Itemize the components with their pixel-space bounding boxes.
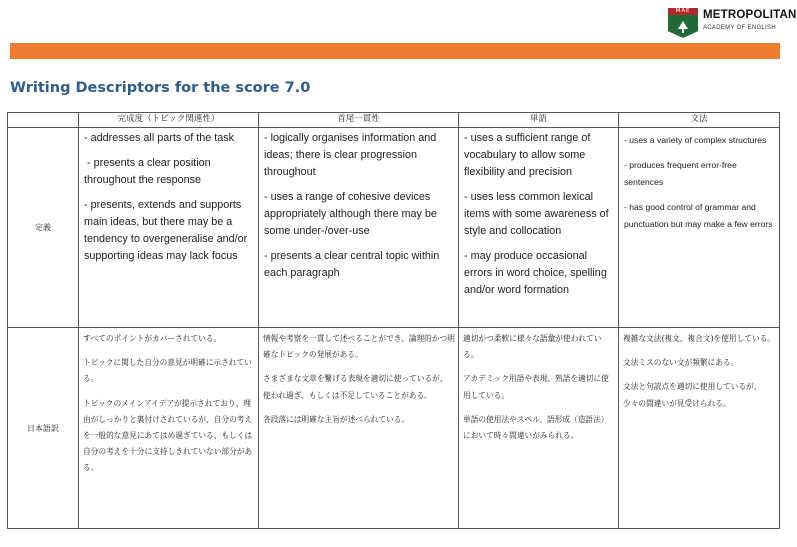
descriptor-table bbox=[7, 112, 780, 529]
crest-label: MAE bbox=[668, 8, 698, 15]
definition-grammar bbox=[619, 128, 780, 328]
translation-text: 単語の使用法やスペル、語形成（造語法）において時々間違いがみられる。 bbox=[463, 414, 609, 441]
translation-text: 文法と句読点を適切に使用しているが、少々の間違いが見受けられる。 bbox=[623, 382, 762, 408]
definition-vocabulary bbox=[459, 128, 619, 328]
descriptor-text: - logically organises information and ideas; there is clear progression throughout bbox=[264, 132, 437, 178]
row-label: 定義 bbox=[8, 128, 79, 328]
translation-text: 適切かつ柔軟に様々な語彙が使われている。 bbox=[463, 334, 602, 360]
translation-text: 各段落には明確な主旨が述べられている。 bbox=[263, 414, 410, 424]
header-grammar: 文法 bbox=[619, 113, 780, 128]
header-task-response: 完成度（トピック関連性） bbox=[79, 113, 259, 128]
header-cell-empty bbox=[8, 113, 79, 128]
crest-emblem bbox=[668, 8, 698, 38]
descriptor-text: - produces frequent error-free sentences bbox=[624, 160, 737, 187]
table-header-row bbox=[8, 113, 780, 128]
header-divider-bar bbox=[10, 43, 780, 59]
descriptor-text: - addresses all parts of the task bbox=[84, 132, 235, 144]
translation-text: 情報や考察を一貫して述べることができ、論理的かつ明確なトピックの発展がある。 bbox=[263, 334, 455, 360]
descriptor-text: - may produce occasional errors in word choice, spelling and/or word formation bbox=[464, 250, 607, 296]
translation-text: 複雑な文法(複文、複合文)を使用している。 bbox=[623, 334, 776, 343]
translation-text: アカデミック用語や表現、熟語を適切に使用している。 bbox=[463, 374, 609, 400]
descriptor-text: - presents a clear central topic within each paragraph bbox=[264, 250, 440, 279]
page-title: Writing Descriptors for the score 7.0 bbox=[10, 80, 311, 96]
japanese-vocabulary bbox=[459, 328, 619, 529]
logo-name: METROPOLITAN bbox=[703, 9, 797, 21]
japanese-coherence bbox=[259, 328, 459, 529]
descriptor-text: - has good control of grammar and punctuation but may make a few errors bbox=[624, 202, 773, 229]
translation-text: すべてのポイントがカバーされている。 bbox=[83, 334, 222, 343]
descriptor-text: - presents a clear position throughout the response bbox=[84, 157, 214, 186]
row-label: 日本語訳 bbox=[8, 328, 79, 529]
descriptor-text: - uses less common lexical items with some awareness of style and collocation bbox=[464, 191, 609, 237]
definition-coherence bbox=[259, 128, 459, 328]
translation-text: トピックのメインアイデアが提示されており、理由がしっかりと裏付けされているが、自分の考えを一般的な意見にあてはめ過ぎている、もしくは自分の考えを十分に支持しきれていない部分がある。 bbox=[83, 398, 253, 473]
header-vocabulary: 単語 bbox=[459, 113, 619, 128]
table-row-japanese bbox=[8, 328, 780, 529]
descriptor-text: - presents, extends and supports main ideas, but there may be a tendency to overgeneralise and/or supporting ideas may lack focus bbox=[84, 199, 248, 262]
tree-icon bbox=[668, 15, 698, 38]
academy-logo bbox=[668, 8, 797, 38]
definition-task-response bbox=[79, 128, 259, 328]
translation-text: トピックに関した自分の意見が明確に示されている。 bbox=[83, 358, 252, 384]
translation-text: さまざまな文章を繋げる表現を適切に使っているが、使われ過ぎ、もしくは不足していることがある。 bbox=[263, 374, 448, 400]
descriptor-text: - uses a range of cohesive devices appropriately although there may be some under-/over-use bbox=[264, 191, 437, 237]
translation-text: 文法ミスのない文が頻繁にある。 bbox=[623, 358, 739, 368]
descriptor-text: - uses a variety of complex structures bbox=[624, 135, 767, 145]
table-row-definition bbox=[8, 128, 780, 328]
logo-subtitle: ACADEMY OF ENGLISH bbox=[703, 24, 776, 31]
japanese-grammar bbox=[619, 328, 780, 529]
japanese-task-response bbox=[79, 328, 259, 529]
header-coherence: 首尾一貫性 bbox=[259, 113, 459, 128]
descriptor-text: - uses a sufficient range of vocabulary to allow some flexibility and precision bbox=[464, 132, 591, 178]
